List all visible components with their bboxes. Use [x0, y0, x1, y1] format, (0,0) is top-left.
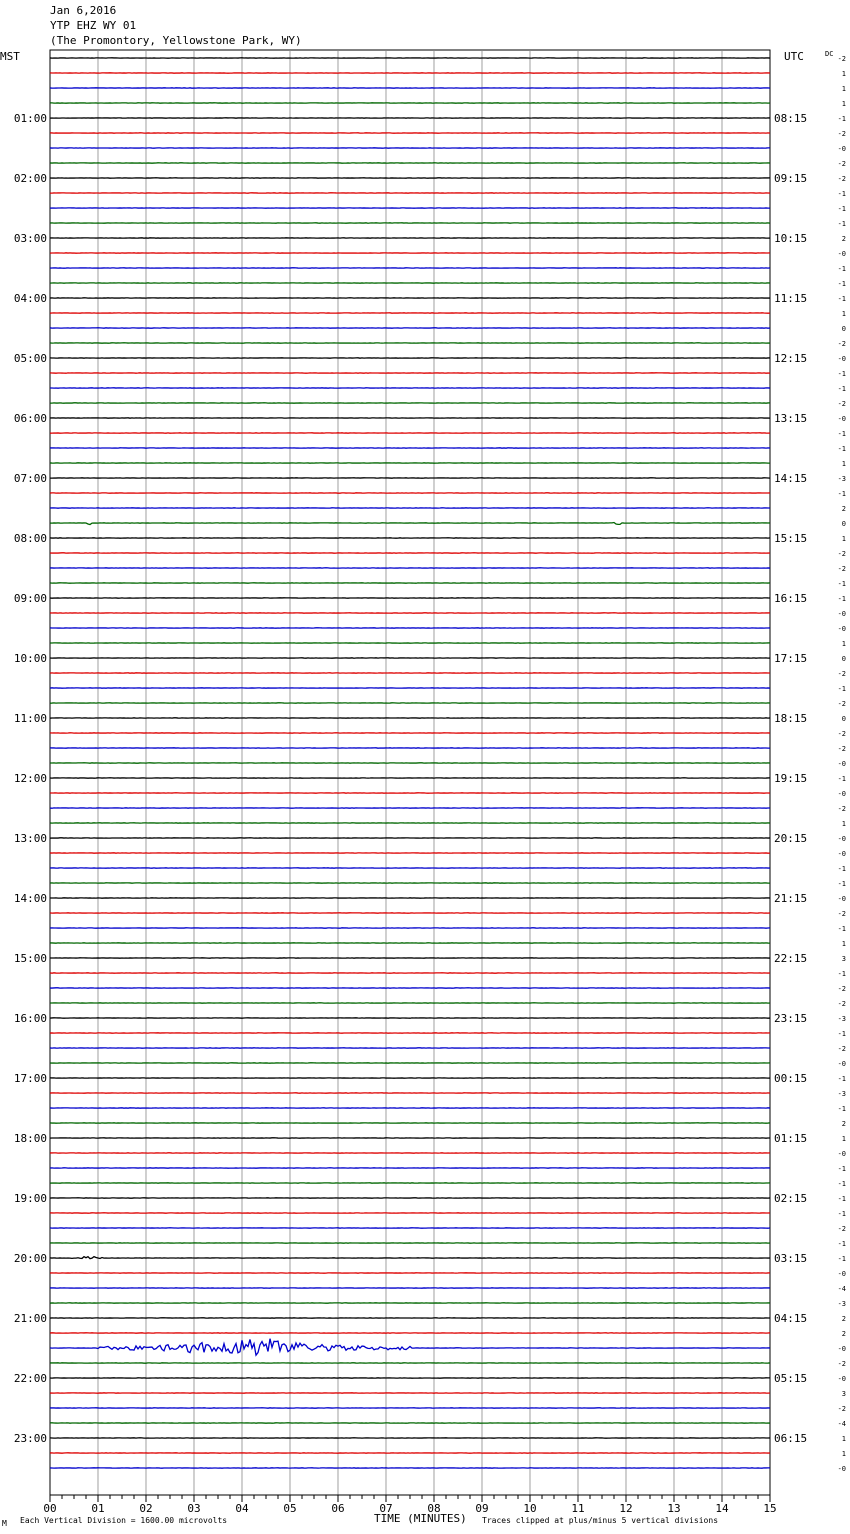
right-hour-label: 20:15 — [774, 832, 808, 845]
left-hour-label: 21:00 — [13, 1312, 47, 1325]
x-tick-label: 14 — [715, 1502, 729, 1515]
x-axis-title: TIME (MINUTES) — [374, 1512, 467, 1525]
x-tick-label: 13 — [667, 1502, 681, 1515]
plot-frame — [50, 50, 770, 1495]
right-hour-label: 19:15 — [774, 772, 808, 785]
dc-offset-label: -0 — [837, 835, 846, 843]
left-hour-label: 09:00 — [13, 592, 47, 605]
dc-offset-label: -2 — [837, 175, 846, 183]
x-tick-label: 01 — [91, 1502, 105, 1515]
dc-offset-label: -1 — [837, 775, 846, 783]
right-hour-label: 13:15 — [774, 412, 808, 425]
left-hour-label: 17:00 — [13, 1072, 47, 1085]
x-tick-label: 06 — [331, 1502, 345, 1515]
header-date: Jan 6,2016 — [50, 4, 117, 17]
dc-offset-label: -2 — [837, 985, 846, 993]
dc-offset-label: -1 — [837, 880, 846, 888]
right-zone-label: UTC — [784, 50, 804, 63]
dc-offset-label: -0 — [837, 1150, 846, 1158]
dc-offset-label: -2 — [837, 1405, 846, 1413]
dc-offset-label: -0 — [837, 850, 846, 858]
left-hour-label: 14:00 — [13, 892, 47, 905]
dc-offset-label: -2 — [837, 1045, 846, 1053]
left-zone-label: MST — [0, 50, 20, 63]
right-hour-label: 21:15 — [774, 892, 808, 905]
left-hour-label: 03:00 — [13, 232, 47, 245]
dc-offset-label: 1 — [841, 85, 846, 93]
header-location: (The Promontory, Yellowstone Park, WY) — [50, 34, 302, 47]
dc-offset-label: -2 — [837, 340, 846, 348]
dc-offset-label: -2 — [837, 1225, 846, 1233]
dc-offset-label: -2 — [837, 730, 846, 738]
x-tick-label: 10 — [523, 1502, 537, 1515]
x-tick-label: 09 — [475, 1502, 489, 1515]
left-hour-label: 15:00 — [13, 952, 47, 965]
left-hour-label: 16:00 — [13, 1012, 47, 1025]
dc-offset-label: -2 — [837, 55, 846, 63]
dc-offset-label: -1 — [837, 1195, 846, 1203]
dc-offset-label: 1 — [841, 70, 846, 78]
right-hour-label: 10:15 — [774, 232, 808, 245]
dc-offset-label: 1 — [841, 100, 846, 108]
dc-offset-label: -3 — [837, 475, 846, 483]
right-hour-label: 12:15 — [774, 352, 808, 365]
dc-offset-label: -2 — [837, 1000, 846, 1008]
dc-offset-label: -1 — [837, 1180, 846, 1188]
dc-offset-label: -0 — [837, 1060, 846, 1068]
left-hour-label: 19:00 — [13, 1192, 47, 1205]
dc-offset-label: -1 — [837, 190, 846, 198]
dc-offset-label: -1 — [837, 430, 846, 438]
dc-offset-label: 1 — [841, 1135, 846, 1143]
dc-offset-label: -3 — [837, 1300, 846, 1308]
left-hour-label: 04:00 — [13, 292, 47, 305]
dc-offset-label: -0 — [837, 1270, 846, 1278]
dc-offset-label: 0 — [841, 325, 846, 333]
dc-offset-label: 0 — [841, 655, 846, 663]
dc-offset-label: -2 — [837, 700, 846, 708]
dc-offset-label: -0 — [837, 790, 846, 798]
dc-offset-label: -1 — [837, 265, 846, 273]
right-hour-label: 08:15 — [774, 112, 808, 125]
left-hour-label: 20:00 — [13, 1252, 47, 1265]
x-tick-label: 05 — [283, 1502, 297, 1515]
dc-offset-label: -1 — [837, 1210, 846, 1218]
left-hour-label: 02:00 — [13, 172, 47, 185]
left-hour-label: 12:00 — [13, 772, 47, 785]
dc-offset-label: -1 — [837, 220, 846, 228]
dc-offset-label: 0 — [841, 520, 846, 528]
right-hour-label: 14:15 — [774, 472, 808, 485]
x-tick-label: 02 — [139, 1502, 153, 1515]
dc-offset-label: -1 — [837, 280, 846, 288]
dc-offset-label: -0 — [837, 415, 846, 423]
left-hour-label: 11:00 — [13, 712, 47, 725]
dc-offset-label: 1 — [841, 640, 846, 648]
dc-offset-label: -2 — [837, 160, 846, 168]
right-hour-label: 00:15 — [774, 1072, 808, 1085]
dc-offset-label: -1 — [837, 370, 846, 378]
right-hour-label: 04:15 — [774, 1312, 808, 1325]
clip-note: Traces clipped at plus/minus 5 vertical divisions — [482, 1516, 719, 1525]
dc-offset-label: -1 — [837, 1075, 846, 1083]
dc-offset-label: 1 — [841, 940, 846, 948]
dc-offset-label: -0 — [837, 250, 846, 258]
trace-blue — [50, 1339, 770, 1355]
dc-offset-label: -0 — [837, 1345, 846, 1353]
left-hour-label: 22:00 — [13, 1372, 47, 1385]
dc-offset-label: 1 — [841, 460, 846, 468]
right-hour-label: 02:15 — [774, 1192, 808, 1205]
header-station: YTP EHZ WY 01 — [50, 19, 137, 32]
dc-offset-label: 0 — [841, 715, 846, 723]
dc-offset-label: -2 — [837, 400, 846, 408]
right-hour-label: 06:15 — [774, 1432, 808, 1445]
dc-offset-label: -2 — [837, 745, 846, 753]
dc-offset-label: -4 — [837, 1420, 846, 1428]
x-tick-label: 08 — [427, 1502, 441, 1515]
trace-black — [50, 1257, 770, 1259]
dc-offset-label: 2 — [841, 235, 846, 243]
right-hour-label: 03:15 — [774, 1252, 808, 1265]
right-hour-label: 11:15 — [774, 292, 808, 305]
left-hour-label: 07:00 — [13, 472, 47, 485]
dc-offset-label: -0 — [837, 1465, 846, 1473]
dc-offset-label: -0 — [837, 760, 846, 768]
scale-note: Each Vertical Division = 1600.00 microvolts — [20, 1516, 228, 1525]
dc-header-label: DC — [825, 50, 834, 58]
x-tick-label: 04 — [235, 1502, 249, 1515]
x-tick-label: 03 — [187, 1502, 201, 1515]
dc-offset-label: -1 — [837, 115, 846, 123]
x-tick-label: 07 — [379, 1502, 393, 1515]
dc-offset-label: -1 — [837, 925, 846, 933]
dc-offset-label: -2 — [837, 910, 846, 918]
dc-offset-label: 3 — [841, 955, 846, 963]
left-hour-label: 01:00 — [13, 112, 47, 125]
dc-offset-label: -4 — [837, 1285, 846, 1293]
left-hour-label: 18:00 — [13, 1132, 47, 1145]
dc-offset-label: -2 — [837, 565, 846, 573]
dc-offset-label: -1 — [837, 385, 846, 393]
dc-offset-label: 1 — [841, 1450, 846, 1458]
corner-mark: M — [2, 1519, 7, 1528]
right-hour-label: 22:15 — [774, 952, 808, 965]
dc-offset-label: -2 — [837, 670, 846, 678]
right-hour-label: 15:15 — [774, 532, 808, 545]
dc-offset-label: -1 — [837, 685, 846, 693]
dc-offset-label: 1 — [841, 310, 846, 318]
left-hour-label: 10:00 — [13, 652, 47, 665]
left-hour-label: 06:00 — [13, 412, 47, 425]
dc-offset-label: 1 — [841, 535, 846, 543]
dc-offset-label: -0 — [837, 145, 846, 153]
dc-offset-label: 2 — [841, 1120, 846, 1128]
dc-offset-label: -3 — [837, 1015, 846, 1023]
x-tick-label: 15 — [763, 1502, 777, 1515]
dc-offset-label: -1 — [837, 445, 846, 453]
dc-offset-label: 2 — [841, 505, 846, 513]
left-hour-label: 13:00 — [13, 832, 47, 845]
right-hour-label: 01:15 — [774, 1132, 808, 1145]
left-hour-label: 08:00 — [13, 532, 47, 545]
dc-offset-label: 3 — [841, 1390, 846, 1398]
right-hour-label: 16:15 — [774, 592, 808, 605]
dc-offset-label: -1 — [837, 865, 846, 873]
left-hour-label: 23:00 — [13, 1432, 47, 1445]
x-tick-label: 11 — [571, 1502, 585, 1515]
right-hour-label: 05:15 — [774, 1372, 808, 1385]
dc-offset-label: -2 — [837, 550, 846, 558]
dc-offset-label: -1 — [837, 595, 846, 603]
dc-offset-label: -1 — [837, 1240, 846, 1248]
right-hour-label: 17:15 — [774, 652, 808, 665]
dc-offset-label: -1 — [837, 1165, 846, 1173]
dc-offset-label: -0 — [837, 610, 846, 618]
right-hour-label: 18:15 — [774, 712, 808, 725]
dc-offset-label: 2 — [841, 1330, 846, 1338]
left-hour-label: 05:00 — [13, 352, 47, 365]
dc-offset-label: -1 — [837, 970, 846, 978]
x-tick-label: 12 — [619, 1502, 633, 1515]
dc-offset-label: -1 — [837, 580, 846, 588]
right-hour-label: 23:15 — [774, 1012, 808, 1025]
trace-green — [50, 523, 770, 525]
dc-offset-label: -1 — [837, 1105, 846, 1113]
dc-offset-label: -3 — [837, 1090, 846, 1098]
dc-offset-label: -2 — [837, 1360, 846, 1368]
dc-offset-label: -0 — [837, 1375, 846, 1383]
dc-offset-label: -1 — [837, 295, 846, 303]
dc-offset-label: -1 — [837, 490, 846, 498]
right-hour-label: 09:15 — [774, 172, 808, 185]
dc-offset-label: -0 — [837, 895, 846, 903]
x-tick-label: 00 — [43, 1502, 57, 1515]
dc-offset-label: 2 — [841, 1315, 846, 1323]
dc-offset-label: -0 — [837, 625, 846, 633]
dc-offset-label: -1 — [837, 1030, 846, 1038]
dc-offset-label: -2 — [837, 805, 846, 813]
dc-offset-label: -0 — [837, 355, 846, 363]
dc-offset-label: -1 — [837, 205, 846, 213]
dc-offset-label: 1 — [841, 820, 846, 828]
dc-offset-label: 1 — [841, 1435, 846, 1443]
dc-offset-label: -1 — [837, 1255, 846, 1263]
dc-offset-label: -2 — [837, 130, 846, 138]
